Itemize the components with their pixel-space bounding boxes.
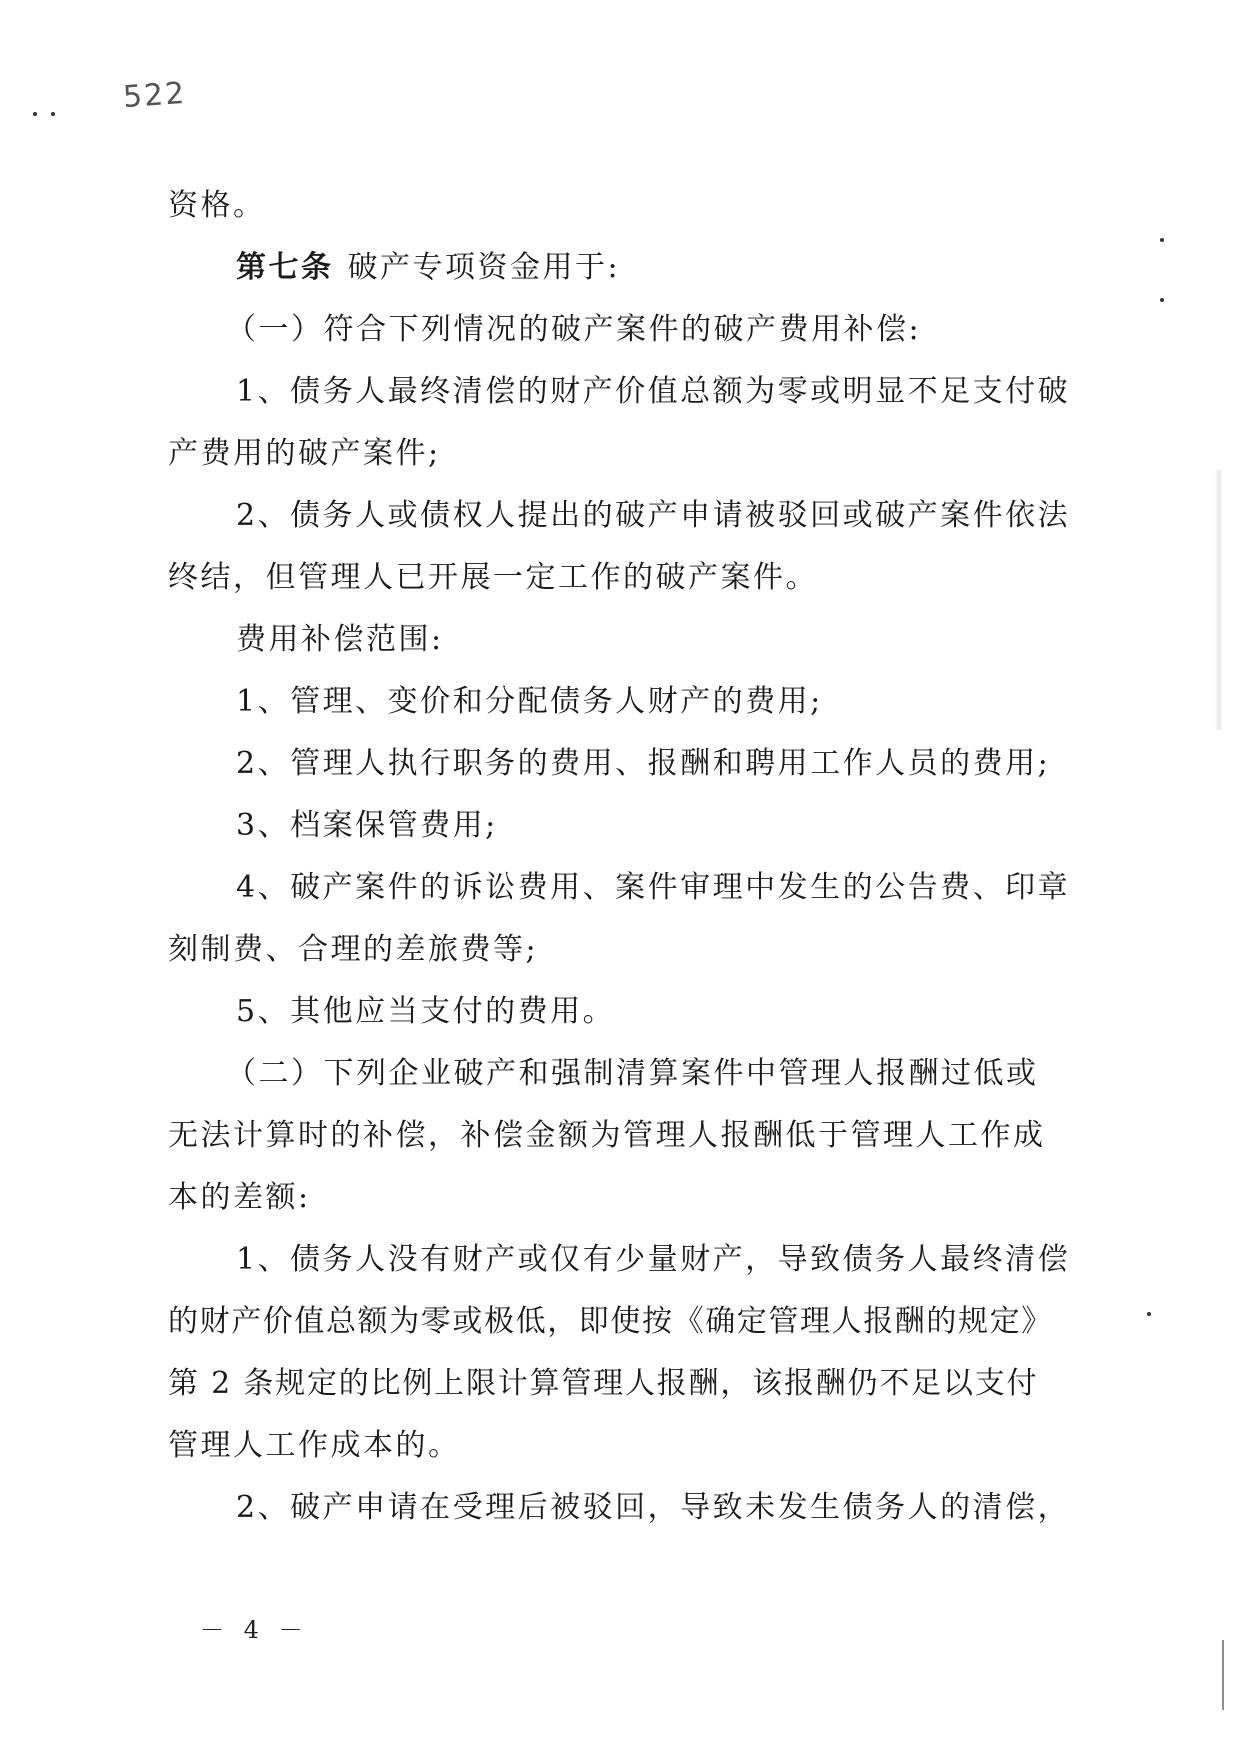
- text-line: 无法计算时的补偿，补偿金额为管理人报酬低于管理人工作成: [168, 1118, 1046, 1153]
- text-line: 3、档案保管费用;: [236, 808, 498, 843]
- text-line: （一）符合下列情况的破产案件的破产费用补偿:: [226, 312, 922, 347]
- text-line: 第 2 条规定的比例上限计算管理人报酬，该报酬仍不足以支付: [168, 1366, 1039, 1401]
- text-line: 本的差额:: [168, 1180, 311, 1215]
- text-line: 1、管理、变价和分配债务人财产的费用;: [236, 684, 823, 719]
- text-line: 1、债务人没有财产或仅有少量财产，导致债务人最终清偿: [236, 1242, 1071, 1277]
- text-line: 终结，但管理人已开展一定工作的破产案件。: [168, 560, 818, 595]
- text-line: （二）下列企业破产和强制清算案件中管理人报酬过低或: [226, 1056, 1039, 1091]
- text-line: 管理人工作成本的。: [168, 1428, 461, 1463]
- scan-speck: [51, 112, 55, 116]
- handwritten-page-mark: 522: [121, 75, 188, 116]
- text-line: 4、破产案件的诉讼费用、案件审理中发生的公告费、印章: [236, 870, 1071, 905]
- page-number: － 4 －: [200, 1616, 309, 1644]
- text-line: 5、其他应当支付的费用。: [236, 994, 616, 1029]
- text-line: 费用补偿范围:: [236, 622, 444, 657]
- text-line: 2、债务人或债权人提出的破产申请被驳回或破产案件依法: [236, 498, 1071, 533]
- text-line: 产费用的破产案件;: [168, 436, 441, 471]
- text-line: 的财产价值总额为零或极低，即使按《确定管理人报酬的规定》: [168, 1304, 1053, 1339]
- text-line: 刻制费、合理的差旅费等;: [168, 932, 539, 967]
- scan-speck: [1147, 1312, 1151, 1316]
- text-line: 破产专项资金用于:: [347, 250, 621, 285]
- text-line: 资格。: [168, 188, 266, 223]
- text-line: 2、管理人执行职务的费用、报酬和聘用工作人员的费用;: [236, 746, 1051, 781]
- scan-edge-line: [1222, 1640, 1224, 1710]
- scan-edge-shadow: [1215, 470, 1223, 730]
- scan-speck: [1160, 298, 1164, 302]
- article-heading: [236, 248, 1156, 288]
- scan-speck: [1160, 238, 1164, 242]
- article-title: 第七条: [236, 250, 334, 285]
- text-line: 1、债务人最终清偿的财产价值总额为零或明显不足支付破: [236, 374, 1071, 409]
- text-line: 2、破产申请在受理后被驳回，导致未发生债务人的清偿，: [236, 1490, 1071, 1525]
- scan-speck: [33, 112, 37, 116]
